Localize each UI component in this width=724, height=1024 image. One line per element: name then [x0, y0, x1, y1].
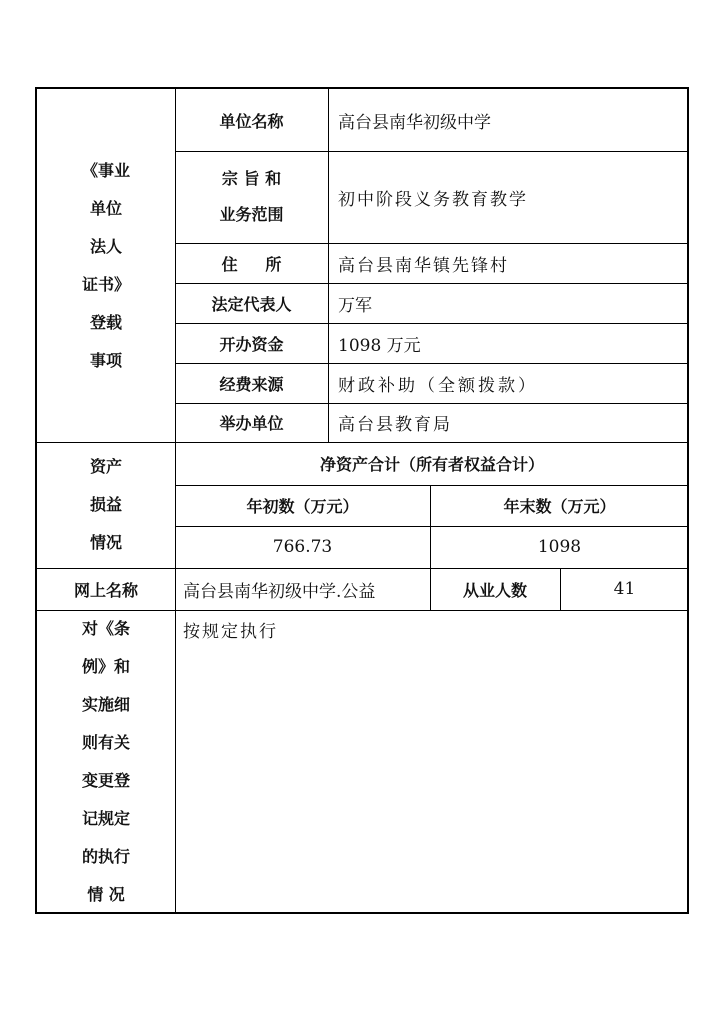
legal-representative-label: 法定代表人: [211, 294, 292, 314]
compliance-value: 按规定执行: [183, 621, 278, 642]
funding-capital-value: 1098 万元: [338, 335, 421, 356]
begin-year-label: 年初数（万元）: [246, 497, 359, 516]
assets-section-title: 资产 损益 情况: [89, 457, 122, 552]
legal-representative-value: 万军: [338, 295, 372, 316]
sponsor-unit-label: 举办单位: [219, 414, 284, 433]
funding-source-label: 经费来源: [219, 374, 284, 394]
address-value: 高台县南华镇先锋村: [338, 255, 509, 276]
unit-name-label: 单位名称: [219, 111, 284, 131]
begin-year-value: 766.73: [272, 537, 333, 557]
purpose-scope-value: 初中阶段义务教育教学: [338, 189, 528, 210]
registration-form-table: [35, 87, 689, 914]
online-name-value: 高台县南华初级中学.公益: [183, 581, 376, 602]
purpose-scope-label: 宗 旨 和 业务范围: [219, 169, 284, 224]
grid-line: [175, 610, 176, 914]
end-year-label: 年末数（万元）: [503, 497, 616, 516]
address-label: 住 所: [221, 254, 282, 274]
grid-line: [328, 89, 329, 442]
staff-count-value: 41: [613, 579, 636, 599]
staff-count-label: 从业人数: [462, 580, 527, 600]
grid-line: [175, 568, 176, 610]
funding-source-value: 财政补助（全额拨款）: [338, 375, 538, 396]
sponsor-unit-value: 高台县教育局: [338, 415, 452, 435]
unit-name-value: 高台县南华初级中学: [338, 112, 491, 133]
net-assets-header: 净资产合计（所有者权益合计）: [319, 455, 544, 474]
compliance-section-title: 对《条 例》和 实施细 则有关 变更登 记规定 的执行 情 况: [81, 619, 130, 904]
registration-section-title: 《事业 单位 法人 证书》 登载 事项: [81, 161, 130, 370]
online-name-label: 网上名称: [73, 580, 138, 600]
funding-capital-label: 开办资金: [219, 334, 284, 354]
end-year-value: 1098: [537, 537, 582, 557]
